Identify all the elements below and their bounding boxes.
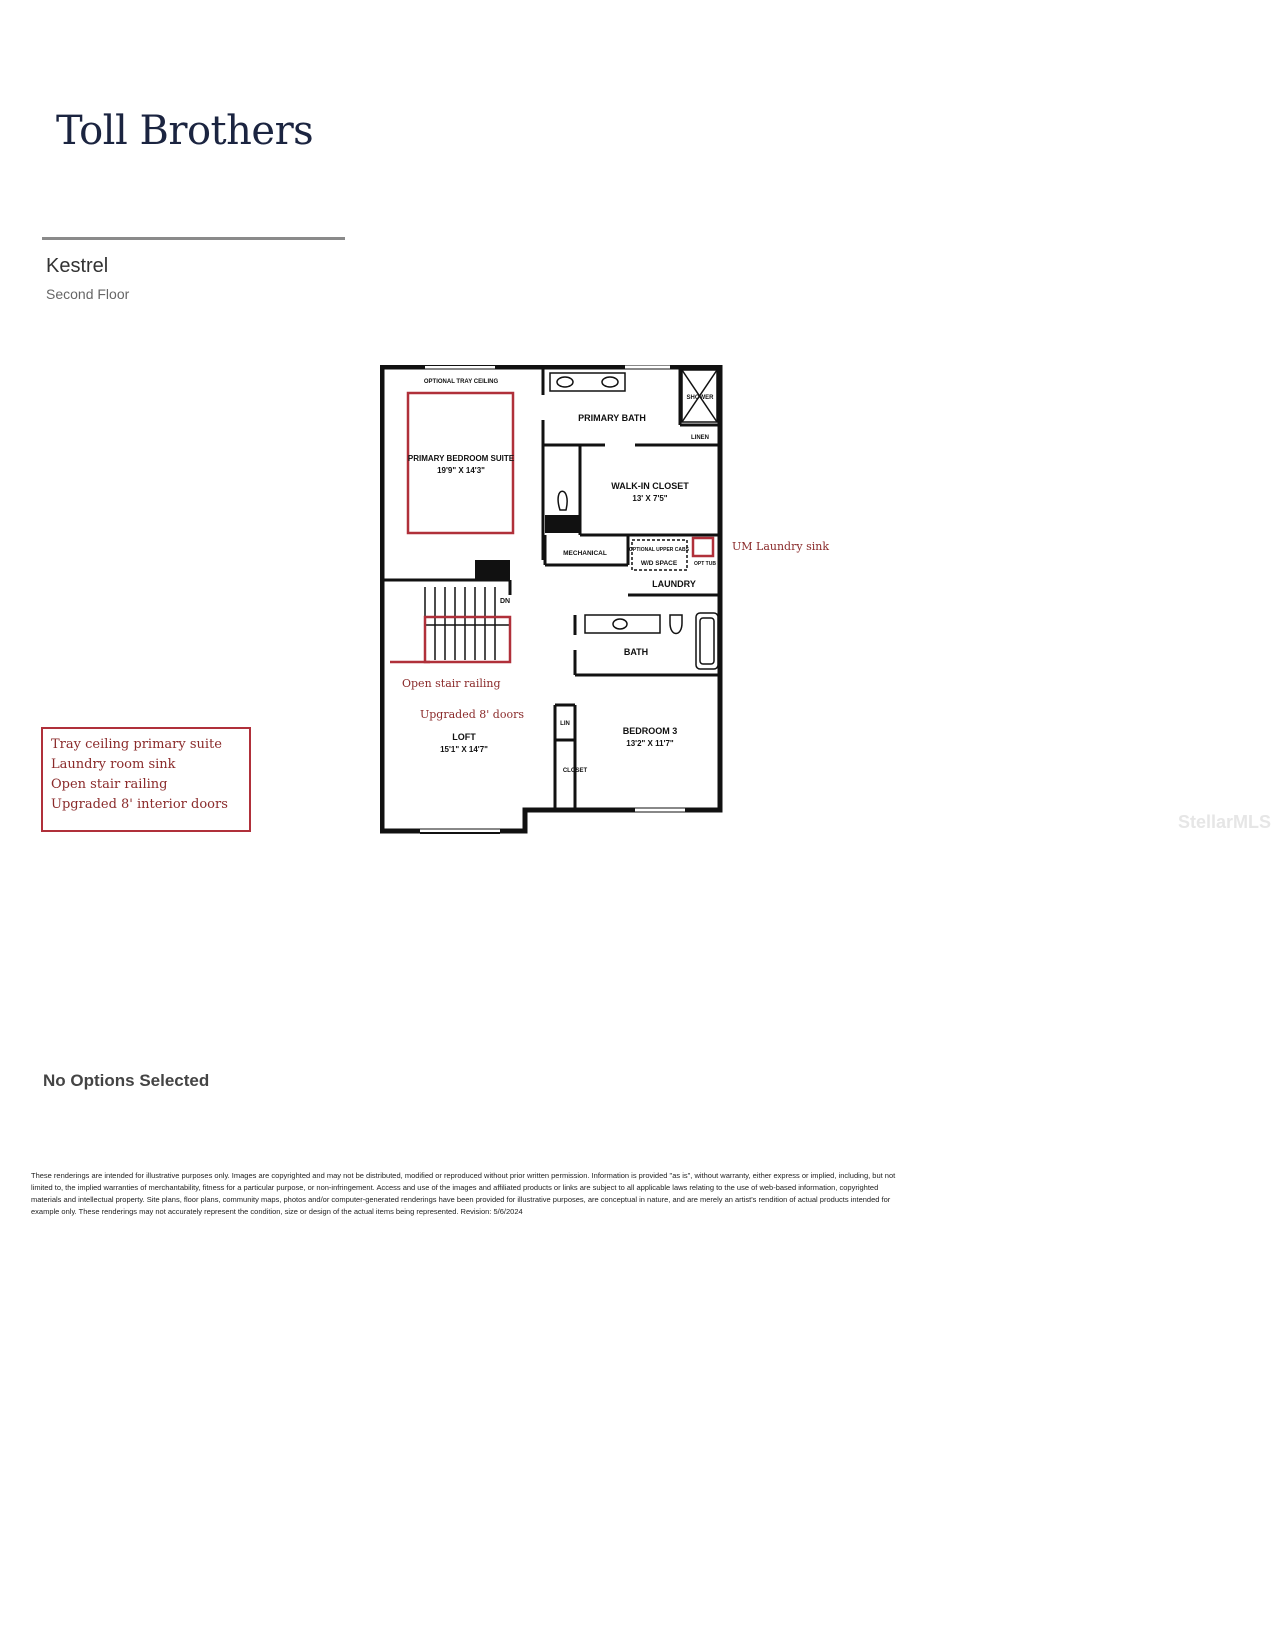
label-tray-ceiling: OPTIONAL TRAY CEILING — [423, 379, 499, 385]
toll-brothers-logo: Toll Brothers — [56, 108, 314, 154]
callout-doors: Upgraded 8' doors — [420, 708, 524, 721]
label-walkin-closet-dims: 13' X 7'5" — [632, 494, 668, 503]
label-loft: LOFT — [452, 732, 476, 742]
callout-laundry-sink: UM Laundry sink — [732, 540, 829, 553]
label-opt-tub: OPT TUB — [694, 561, 716, 567]
label-bedroom3: BEDROOM 3 — [622, 726, 678, 736]
label-primary-suite: PRIMARY BEDROOM SUITE — [407, 454, 515, 463]
stair-post — [475, 560, 510, 580]
floor-plan — [380, 365, 730, 835]
note-item: Upgraded 8' interior doors — [51, 797, 228, 812]
label-walkin-closet: WALK-IN CLOSET — [611, 481, 689, 491]
note-item: Laundry room sink — [51, 757, 176, 772]
label-primary-bath: PRIMARY BATH — [578, 413, 646, 423]
label-bath: BATH — [623, 647, 649, 657]
label-wd-space: W/D SPACE — [640, 560, 678, 567]
label-primary-suite-dims: 19'9" X 14'3" — [437, 466, 485, 475]
note-item: Open stair railing — [51, 777, 168, 792]
options-status: No Options Selected — [43, 1071, 210, 1090]
label-dn: DN — [499, 598, 511, 605]
header-divider — [42, 237, 345, 240]
note-item: Tray ceiling primary suite — [51, 737, 222, 752]
label-closet: CLOSET — [562, 768, 588, 774]
label-bedroom3-dims: 13'2" X 11'7" — [626, 739, 674, 748]
label-linen: LINEN — [691, 435, 709, 441]
label-laundry: LAUNDRY — [652, 579, 696, 589]
stairs — [425, 587, 510, 660]
mechanical-fill — [545, 515, 580, 533]
callout-stair-railing: Open stair railing — [402, 677, 501, 690]
label-optional-upper-cabs: OPTIONAL UPPER CABS — [629, 547, 689, 553]
label-lin: LIN — [560, 721, 570, 727]
label-mechanical: MECHANICAL — [563, 550, 607, 557]
label-loft-dims: 15'1" X 14'7" — [440, 745, 488, 754]
plan-name: Kestrel — [46, 255, 109, 277]
disclaimer-text: These renderings are intended for illustrative purposes only. Images are copyrighted and may not be distributed, modified or reproduced without prior written permission. Information is provided "as is", without warranty, either express or implied, including, but not limited to, the implied warranties of merchantability, fitness for a particular purpose, or non-infringement. Access and use of the images and affiliated products or links are subject to all applicable laws relating to the use of web-based information, copyrighted materials and intellectual property. Site plans, floor plans, community maps, photos and/or computer-generated renderings have been provided for illustrative purposes, are conceptual in nature, and are merely an artist's rendition of actual products intended for example only. These renderings may not accurately represent the condition, size or design of the actual items being represented. Revision: 5/6/2024 — [31, 1171, 896, 1216]
options-notes-box — [41, 727, 251, 832]
stellarmls-watermark: StellarMLS — [1178, 812, 1272, 832]
label-shower: SHOWER — [686, 395, 714, 401]
outer-walls — [382, 367, 720, 831]
plan-floor: Second Floor — [46, 286, 130, 302]
